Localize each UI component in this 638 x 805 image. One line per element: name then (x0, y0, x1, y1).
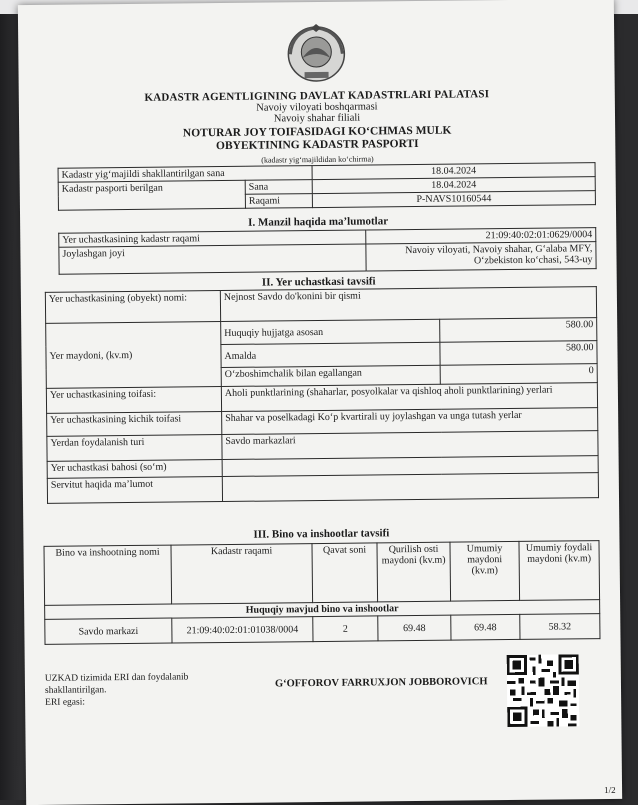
buildings-subheader: Huquqiy mavjud bino va inshootlar (45, 600, 600, 620)
document-subtitle: OBYEKTINING KADASTR PASPORTI (215, 137, 419, 153)
section-1-title: I. Manzil haqida ma’lumotlar (248, 215, 389, 229)
land-subcategory-value: Shahar va poselkadagi Ko‘p kvartirali uy joylashgan va unga tutash yerlar (222, 408, 598, 435)
eri-line-2: shakllantirilgan. (44, 685, 107, 696)
document-page (18, 0, 622, 805)
location-line-2: O‘zbekiston ko‘chasi, 543-uy (473, 254, 593, 267)
legal-area-label: Huquqiy hujjatga asosan (221, 319, 440, 344)
document-title: NOTURAR JOY TOIFASIDAGI KO‘CHMAS MULK (182, 124, 452, 140)
eri-line-3: ERI egasi: (45, 697, 86, 708)
registry-date-label: Kadastr yig‘majildi shakllantirilgan sana (58, 166, 312, 183)
eri-note (45, 671, 189, 709)
col-useful-area: Umumiy foydali maydoni (kv.m) (519, 541, 600, 601)
section-2-title: II. Yer uchastkasi tavsifi (261, 275, 376, 289)
building-built-area-cell: 69.48 (378, 615, 451, 641)
building-useful-area-cell: 58.32 (520, 614, 600, 640)
col-floors: Qavat soni (312, 543, 378, 603)
col-building-name: Bino va inshootning nomi (44, 545, 172, 605)
col-cadastre-number: Kadastr raqami (171, 544, 313, 604)
agency-region: Navoiy viloyati boshqarmasi (256, 101, 378, 114)
col-total-area: Umumiy maydoni (kv.m) (450, 541, 520, 601)
location-value (366, 242, 596, 271)
buildings-table (43, 540, 600, 645)
qr-code-icon (507, 654, 580, 727)
servitut-value (222, 473, 598, 502)
agency-title: KADASTR AGENTLIGINING DAVLAT KADASTRLARI PALATASI (144, 88, 490, 104)
object-name-label: Yer uchastkasining (obyekt) nomi: (45, 291, 220, 324)
self-occupied-value: 0 (440, 364, 597, 385)
self-occupied-label: O‘zboshimchalik bilan egallangan (221, 365, 440, 386)
raqami-value: P-NAVS10160544 (312, 191, 595, 208)
object-name-value: Nejnost Savdo do'konini bir qismi (220, 287, 596, 322)
document-note: (kadastr yig‘majildidan ko‘chirma) (261, 154, 374, 165)
land-use-label: Yerdan foydalanish turi (47, 435, 222, 462)
land-price-label: Yer uchastkasi bahosi (so‘m) (47, 460, 222, 479)
signer-name: G‘OFFOROV FARRUXJON JOBBOROVICH (274, 676, 488, 690)
building-cadastre-cell: 21:09:40:02:01:01038/0004 (172, 617, 313, 643)
legal-area-value: 580.00 (440, 318, 597, 343)
registry-table (58, 162, 596, 211)
land-category-label: Yer uchastkasining toifasi: (46, 387, 221, 414)
table-row (45, 614, 600, 645)
actual-area-value: 580.00 (440, 341, 597, 366)
section-3-title: III. Bino va inshootlar tavsifi (253, 527, 390, 541)
land-table (45, 286, 599, 504)
location-line-1: Navoiy viloyati, Navoiy shahar, G‘alaba MFY, (405, 243, 593, 257)
land-use-value: Savdo markazlari (222, 431, 598, 460)
raqami-label: Raqami (245, 194, 312, 209)
col-built-area: Qurilish osti maydoni (kv.m) (377, 542, 451, 602)
cadastre-number-label: Yer uchastkasining kadastr raqami (59, 230, 366, 247)
sana-label: Sana (245, 180, 312, 195)
actual-area-label: Amalda (221, 342, 440, 367)
state-emblem-icon (284, 24, 349, 83)
area-label: Yer maydoni, (kv.m) (46, 322, 222, 389)
building-name-cell: Savdo markazi (45, 618, 172, 644)
servitut-label: Servitut haqida ma’lumot (47, 477, 222, 504)
agency-branch: Navoiy shahar filiali (273, 112, 361, 125)
eri-line-1: UZKAD tizimida ERI dan foydalanib (44, 672, 189, 684)
registry-date-value: 18.04.2024 (312, 163, 595, 180)
land-subcategory-label: Yer uchastkasining kichik toifasi (47, 412, 222, 437)
passport-issued-label: Kadastr pasporti berilgan (58, 180, 245, 210)
cadastre-number-value: 21:09:40:02:01:0629/0004 (366, 228, 596, 244)
building-floors-cell: 2 (313, 616, 378, 642)
page-number: 1/2 (604, 784, 616, 796)
sana-value: 18.04.2024 (312, 177, 595, 194)
land-category-value: Aholi punktlarining (shaharlar, posyolkalar va qishloq aholi punktlarining) yerlari (221, 383, 597, 412)
location-label: Joylashgan joyi (59, 244, 366, 274)
building-total-area-cell: 69.48 (451, 614, 520, 640)
address-table (58, 227, 596, 275)
